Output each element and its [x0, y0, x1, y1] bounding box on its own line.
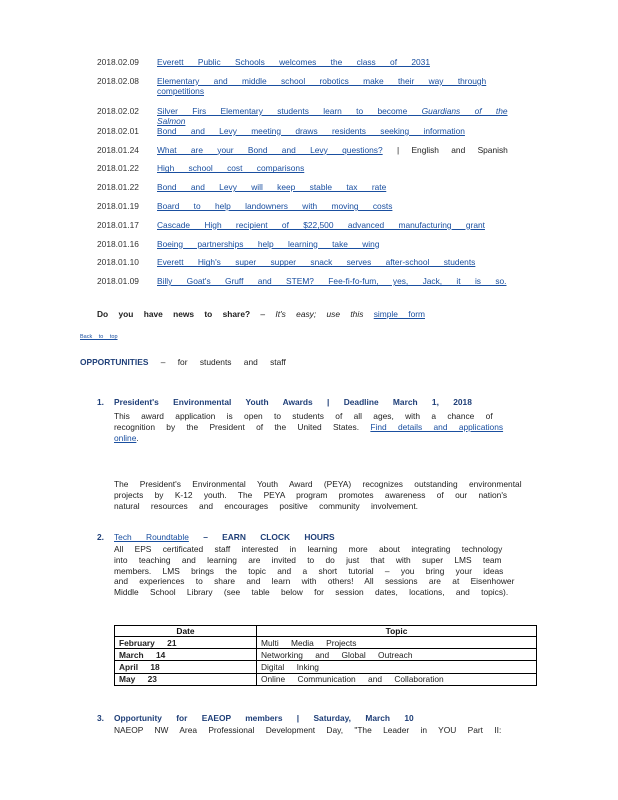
news-link[interactable]: High school cost comparisons [157, 163, 305, 174]
opportunities-title: OPPORTUNITIES [80, 357, 149, 367]
item-body: This award application is open to students of all ages, with a chance of recognition by the President of the United States. Find details and applications online. [114, 411, 504, 443]
session-topic: Networking and Global Outreach [257, 649, 537, 661]
news-date: 2018.01.22 [97, 182, 139, 193]
session-topic: Digital Inking [257, 661, 537, 673]
item-title: Tech Roundtable – EARN CLOCK HOURS [114, 532, 335, 542]
news-item [97, 182, 537, 201]
news-link[interactable]: Everett Public Schools welcomes the class of 2031 [157, 57, 430, 67]
item-number: 1. [97, 397, 104, 407]
table-header-row [115, 626, 537, 637]
news-item [97, 220, 537, 239]
table-header-date: Date [115, 626, 257, 637]
news-link-emphasis: Guardians of the Salmon [157, 105, 508, 126]
news-link[interactable]: Board to help landowners with moving costs [157, 200, 393, 211]
item-body: NAEOP NW Area Professional Development Day, "The Leader in YOU Part II: [114, 725, 502, 735]
news-date: 2018.01.17 [97, 219, 139, 230]
news-list [97, 57, 537, 295]
news-date: 2018.02.08 [97, 75, 139, 86]
news-link[interactable]: Bond and Levy meeting draws residents seeking information [157, 125, 465, 136]
news-item [97, 145, 537, 164]
news-date: 2018.01.16 [97, 238, 139, 249]
news-item [97, 57, 537, 76]
opportunities-subtitle: – for students and staff [160, 357, 286, 367]
table-row [115, 649, 537, 661]
news-item [97, 239, 537, 258]
table-row [115, 661, 537, 673]
news-link[interactable]: What are your Bond and Levy questions? [157, 144, 383, 155]
news-link[interactable]: Silver Firs Elementary students learn to become Guardians of the Salmon [157, 105, 508, 126]
news-link[interactable]: Billy Goat's Gruff and STEM? Fee-fi-fo-fum, yes, Jack, it is so. [157, 276, 507, 287]
back-to-top-link[interactable]: Back to top [80, 334, 118, 340]
news-date: 2018.02.09 [97, 57, 139, 67]
session-topic: Multi Media Projects [257, 637, 537, 649]
news-date: 2018.02.01 [97, 125, 139, 136]
news-date: 2018.01.19 [97, 200, 139, 211]
news-date: 2018.01.24 [97, 144, 139, 155]
news-item [97, 276, 537, 295]
simple-form-link[interactable]: simple form [373, 309, 425, 319]
opportunity-item [97, 397, 522, 512]
item-title: Opportunity for EAEOP members | Saturday, March 10 [114, 713, 414, 723]
share-question: Do you have news to share? [97, 309, 251, 319]
item-number: 2. [97, 532, 104, 542]
news-link[interactable]: Boeing partnerships help learning take wing [157, 238, 380, 249]
tech-roundtable-link[interactable]: Tech Roundtable [114, 532, 189, 542]
news-item [97, 126, 537, 145]
table-row [115, 637, 537, 649]
news-item [97, 201, 537, 220]
news-date: 2018.01.09 [97, 276, 139, 287]
session-date: April 18 [115, 661, 257, 673]
news-language-note: | English and Spanish [396, 144, 508, 155]
opportunities-heading [80, 357, 286, 367]
news-item [97, 257, 537, 276]
opportunity-item [97, 713, 527, 736]
news-date: 2018.01.10 [97, 257, 139, 268]
news-link[interactable]: Elementary and middle school robotics make their way through competitions [157, 75, 487, 96]
share-news-prompt [97, 309, 425, 319]
news-date: 2018.01.22 [97, 163, 139, 174]
opportunity-item [97, 532, 527, 598]
news-item [97, 76, 537, 106]
share-easy-text: – It's easy; use this [260, 309, 364, 319]
session-topic: Online Communication and Collaboration [257, 673, 537, 685]
item-body: All EPS certificated staff interested in learning more about integrating technology into teaching and learning are invited to do just that with super LMS team members. LMS brings the topic and a short tutorial – you bring your ideas and experiences to share and learn with others! All sessions are at Eisenhower Middle School Library (see table below for session dates, locations, and topics). [114, 544, 515, 598]
news-link[interactable]: Everett High's super supper snack serves after-school students [157, 257, 476, 268]
news-link[interactable]: Cascade High recipient of $22,500 advanced manufacturing grant [157, 219, 485, 230]
news-item [97, 163, 537, 182]
item-title: President's Environmental Youth Awards | Deadline March 1, 2018 [114, 397, 472, 407]
item-body-paragraph: The President's Environmental Youth Award (PEYA) recognizes outstanding environmental projects by K-12 youth. The PEYA program promotes awareness of our nation's natural resources and encourages positive community involvement. [114, 479, 522, 511]
item-number: 3. [97, 713, 104, 723]
news-date: 2018.02.02 [97, 105, 139, 116]
session-date: May 23 [115, 673, 257, 685]
session-date: February 21 [115, 637, 257, 649]
session-date: March 14 [115, 649, 257, 661]
table-row [115, 673, 537, 685]
table-header-topic: Topic [257, 626, 537, 637]
find-details-link[interactable]: Find details and applications online [114, 421, 504, 443]
news-item [97, 106, 537, 126]
session-schedule-table [114, 625, 537, 686]
news-link[interactable]: Bond and Levy will keep stable tax rate [157, 182, 387, 193]
